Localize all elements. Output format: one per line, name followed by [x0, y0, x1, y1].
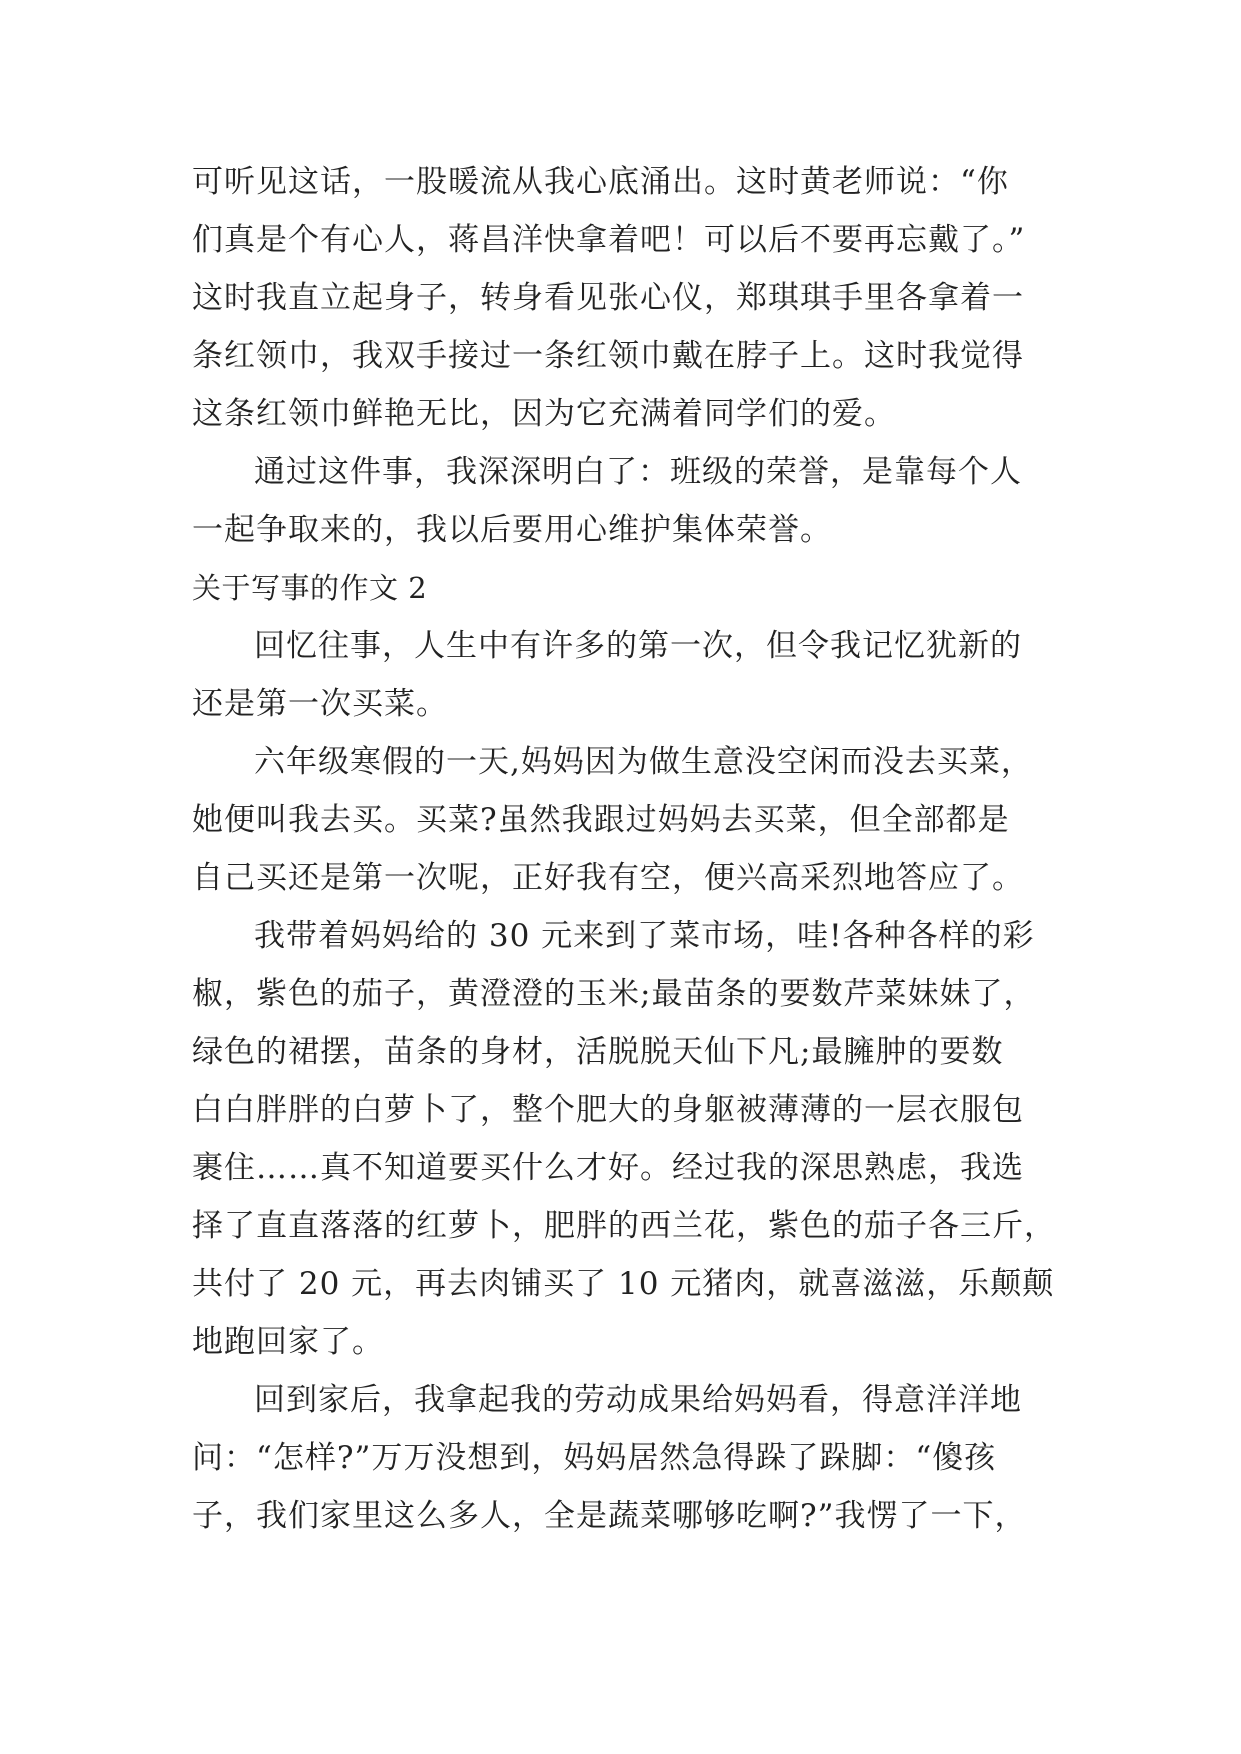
- text-line: 绿色的裙摆，苗条的身材，活脱脱天仙下凡;最臃肿的要数: [192, 1034, 1004, 1070]
- text-line: 这条红领巾鲜艳无比，因为它充满着同学们的爱。: [192, 396, 896, 432]
- text-line: 椒，紫色的茄子，黄澄澄的玉米;最苗条的要数芹菜妹妹了，: [192, 976, 1036, 1012]
- text-line: 条红领巾，我双手接过一条红领巾戴在脖子上。这时我觉得: [192, 338, 1024, 374]
- text-line: 子，我们家里这么多人，全是蔬菜哪够吃啊?”我愣了一下，: [192, 1498, 1027, 1534]
- paragraph-first-line: 回忆往事，人生中有许多的第一次，但令我记忆犹新的: [254, 628, 1022, 664]
- paragraph-first-line: 我带着妈妈给的 30 元来到了菜市场，哇!各种各样的彩: [254, 918, 1035, 954]
- text-line: 问：“怎样?”万万没想到，妈妈居然急得跺了跺脚：“傻孩: [192, 1440, 997, 1476]
- paragraph-first-line: 回到家后，我拿起我的劳动成果给妈妈看，得意洋洋地: [254, 1382, 1022, 1418]
- text-line: 可听见这话，一股暖流从我心底涌出。这时黄老师说：“你: [192, 164, 1009, 200]
- text-line: 共付了 20 元，再去肉铺买了 10 元猪肉，就喜滋滋，乐颠颠: [192, 1266, 1055, 1302]
- text-line: 们真是个有心人，蒋昌洋快拿着吧！可以后不要再忘戴了。”: [192, 222, 1026, 258]
- text-line: 这时我直立起身子，转身看见张心仪，郑琪琪手里各拿着一: [192, 280, 1024, 316]
- text-line: 她便叫我去买。买菜?虽然我跟过妈妈去买菜，但全部都是: [192, 802, 1010, 838]
- section-heading: 关于写事的作文 2: [192, 571, 428, 605]
- text-line: 择了直直落落的红萝卜，肥胖的西兰花，紫色的茄子各三斤，: [192, 1208, 1056, 1244]
- paragraph-first-line: 六年级寒假的一天,妈妈因为做生意没空闲而没去买菜，: [254, 744, 1033, 780]
- text-line: 裹住……真不知道要买什么才好。经过我的深思熟虑，我选: [192, 1150, 1024, 1186]
- text-line: 一起争取来的，我以后要用心维护集体荣誉。: [192, 512, 832, 548]
- text-line: 还是第一次买菜。: [192, 686, 448, 722]
- text-line: 地跑回家了。: [192, 1324, 384, 1360]
- paragraph-first-line: 通过这件事，我深深明白了：班级的荣誉，是靠每个人: [254, 454, 1022, 490]
- text-line: 白白胖胖的白萝卜了，整个肥大的身躯被薄薄的一层衣服包: [192, 1092, 1024, 1128]
- text-line: 自己买还是第一次呢，正好我有空，便兴高采烈地答应了。: [192, 860, 1024, 896]
